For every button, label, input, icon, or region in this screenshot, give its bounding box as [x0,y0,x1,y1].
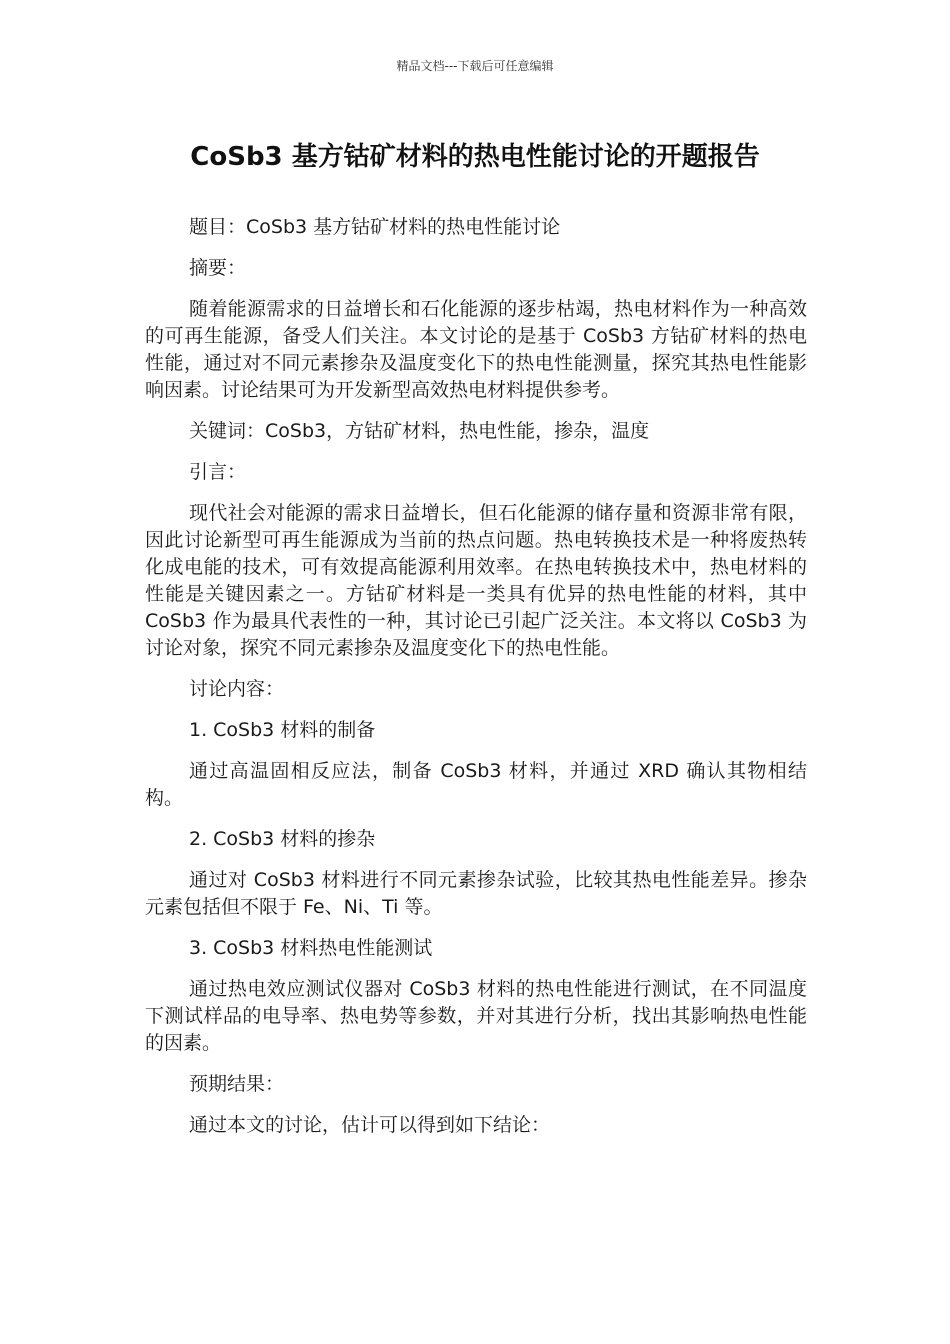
topic-line: 题目：CoSb3 基方钴矿材料的热电性能讨论 [189,216,561,238]
keywords-line: 关键词：CoSb3，方钴矿材料，热电性能，掺杂，温度 [189,420,650,442]
section-2-heading: 2. CoSb3 材料的掺杂 [189,828,376,850]
introduction-heading: 引言： [189,461,247,483]
introduction-paragraph: 现代社会对能源的需求日益增长，但石化能源的储存量和资源非常有限，因此讨论新型可再生能源成为当前的热点问题。热电转换技术是一种将废热转化成电能的技术，可有效提高能源利用效率。在热电转换技术中，热电材料的性能是关键因素之一。方钴矿材料是一类具有优异的热电性能的材料，其中 CoSb3 作为最具代表性的一种，其讨论已引起广泛关注。本文将以 CoSb3 为讨论对象，探究不同元素掺杂及温度变化下的热电性能。 [145,502,807,659]
document-body [145,214,807,1153]
research-content-heading: 讨论内容： [189,678,285,700]
document-title: CoSb3 基方钴矿材料的热电性能讨论的开题报告 [190,142,760,172]
section-1-paragraph: 通过高温固相反应法，制备 CoSb3 材料，并通过 XRD 确认其物相结构。 [145,760,807,809]
expected-results-heading: 预期结果： [189,1073,285,1095]
abstract-heading: 摘要： [189,257,247,279]
section-1-heading: 1. CoSb3 材料的制备 [189,719,376,741]
section-3-paragraph: 通过热电效应测试仪器对 CoSb3 材料的热电性能进行测试，在不同温度下测试样品的电导率、热电势等参数，并对其进行分析，找出其影响热电性能的因素。 [145,978,807,1054]
section-2-paragraph: 通过对 CoSb3 材料进行不同元素掺杂试验，比较其热电性能差异。掺杂元素包括但不限于 Fe、Ni、Ti 等。 [145,869,807,918]
expected-results-paragraph: 通过本文的讨论，估计可以得到如下结论： [189,1114,551,1136]
section-3-heading: 3. CoSb3 材料热电性能测试 [189,937,433,959]
header-note: 精品文档---下载后可任意编辑 [396,59,554,73]
abstract-paragraph: 随着能源需求的日益增长和石化能源的逐步枯竭，热电材料作为一种高效的可再生能源，备受人们关注。本文讨论的是基于 CoSb3 方钴矿材料的热电性能，通过对不同元素掺杂及温度变化下的热电性能测量，探究其热电性能影响因素。讨论结果可为开发新型高效热电材料提供参考。 [145,298,807,401]
